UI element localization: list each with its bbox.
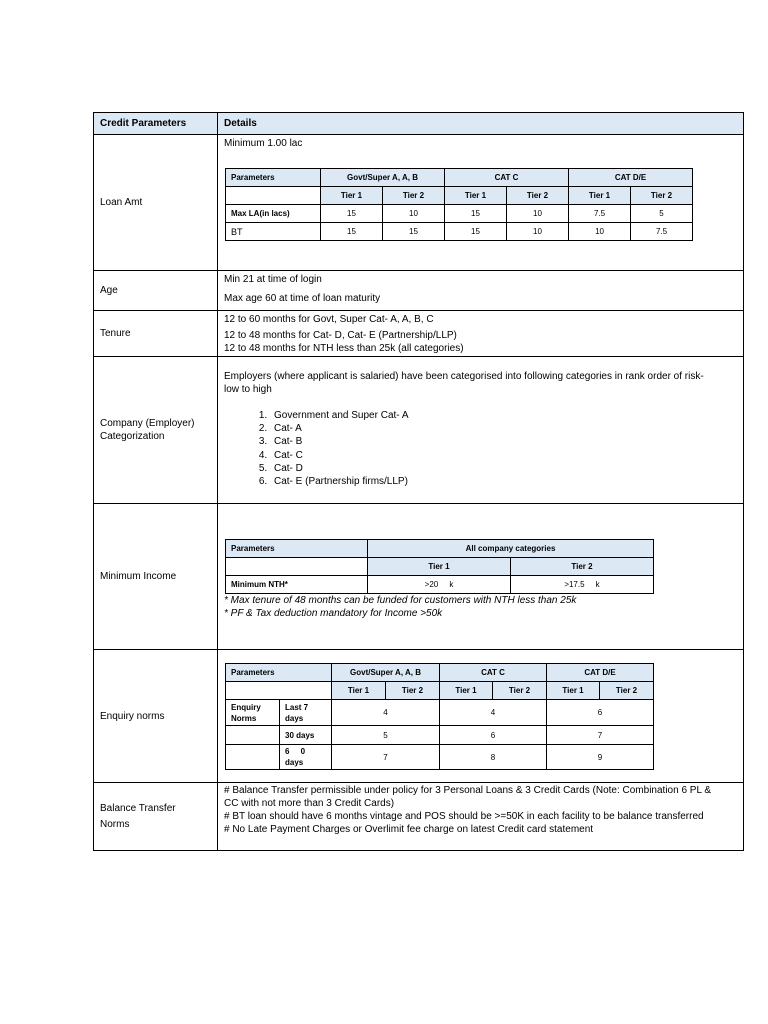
bt-line: # BT loan should have 6 months vintage and POS should be >=50K in each facility to be balance transferred (224, 811, 704, 822)
enquiry-group-header: Govt/Super A, A, B (332, 664, 440, 682)
enquiry-period-line: days (285, 758, 304, 767)
category-item: 1. Government and Super Cat- A (270, 409, 409, 422)
age-label: Age (94, 271, 218, 311)
enquiry-value: 7 (332, 745, 440, 770)
header-row (94, 113, 744, 135)
enquiry-tier-header: Tier 2 (600, 682, 654, 700)
enquiry-period (280, 700, 332, 726)
bt-line: CC with not more than 3 Credit Cards) (224, 798, 395, 809)
enquiry-norms-label (226, 700, 280, 726)
enquiry-norms-label-line: Enquiry (231, 702, 261, 712)
row-age (94, 271, 744, 311)
blank-cell (226, 558, 368, 576)
loan-tier-header: Tier 1 (569, 187, 631, 205)
loan-value: 10 (383, 205, 445, 223)
row-minimum-income (94, 504, 744, 650)
enquiry-label: Enquiry norms (94, 650, 218, 783)
enquiry-group-header: CAT C (440, 664, 547, 682)
enquiry-tier-header: Tier 1 (547, 682, 600, 700)
income-row-label: Minimum NTH* (226, 576, 368, 594)
enquiry-tier-header: Tier 2 (386, 682, 440, 700)
credit-parameters-table (93, 112, 744, 851)
bt-label (94, 783, 218, 851)
loan-value: 15 (321, 223, 383, 241)
loan-value: 10 (507, 223, 569, 241)
enquiry-group-header: CAT D/E (547, 664, 654, 682)
income-tier-header: Tier 1 (368, 558, 511, 576)
loan-value: 15 (321, 205, 383, 223)
tenure-label: Tenure (94, 311, 218, 357)
loan-amt-table (225, 168, 693, 241)
row-loan-amt (94, 135, 744, 271)
category-item: 3. Cat- B (270, 435, 409, 448)
income-param-header: Parameters (226, 540, 368, 558)
enquiry-value: 8 (440, 745, 547, 770)
loan-tier-header: Tier 2 (631, 187, 693, 205)
category-item: 4. Cat- C (270, 449, 409, 462)
min-income-label: Minimum Income (94, 504, 218, 650)
loan-value: 10 (507, 205, 569, 223)
row-company-categorization (94, 357, 744, 504)
company-intro: Employers (where applicant is salaried) have been categorised into following categories in rank order of risk- (224, 371, 704, 382)
enquiry-value: 6 (440, 726, 547, 745)
age-details (218, 271, 744, 311)
enquiry-period (280, 745, 332, 770)
company-label (94, 357, 218, 504)
enquiry-value: 9 (547, 745, 654, 770)
loan-row-label: Max LA(in lacs) (226, 205, 321, 223)
tenure-line: 12 to 48 months for Cat- D, Cat- E (Partnership/LLP) (224, 330, 457, 341)
blank-cell (226, 745, 280, 770)
company-intro: low to high (224, 384, 272, 395)
min-income-table (225, 539, 654, 594)
income-note: * Max tenure of 48 months can be funded for customers with NTH less than 25k (224, 595, 577, 606)
loan-value: 15 (445, 223, 507, 241)
loan-tier-header: Tier 2 (507, 187, 569, 205)
enquiry-tier-header: Tier 1 (332, 682, 386, 700)
loan-value: 7.5 (631, 223, 693, 241)
bt-details (218, 783, 744, 851)
loan-value: 10 (569, 223, 631, 241)
enquiry-norms-label-line: Norms (231, 713, 257, 723)
income-note: * PF & Tax deduction mandatory for Income >50k (224, 608, 443, 619)
income-tier-header: Tier 2 (511, 558, 654, 576)
tenure-line: 12 to 48 months for NTH less than 25k (all categories) (224, 343, 464, 354)
bt-label-line: Balance Transfer (100, 803, 176, 814)
enquiry-table (225, 663, 654, 770)
enquiry-value: 5 (332, 726, 440, 745)
bt-line: # No Late Payment Charges or Overlimit fee charge on latest Credit card statement (224, 824, 594, 835)
loan-amt-minimum: Minimum 1.00 lac (224, 138, 303, 149)
blank-cell (226, 187, 321, 205)
enquiry-value: 7 (547, 726, 654, 745)
income-value: >17.5 k (511, 576, 654, 594)
enquiry-period-line: Last 7 (285, 702, 309, 712)
income-group-header: All company categories (368, 540, 654, 558)
enquiry-value: 4 (440, 700, 547, 726)
bt-line: # Balance Transfer permissible under policy for 3 Personal Loans & 3 Credit Cards (Note: Combination 6 PL & (224, 785, 712, 796)
row-balance-transfer (94, 783, 744, 851)
header-credit-parameters: Credit Parameters (94, 113, 218, 135)
enquiry-param-header: Parameters (226, 664, 332, 682)
enquiry-period-line: 30 days (285, 730, 315, 740)
min-income-details (218, 504, 744, 650)
enquiry-period (280, 726, 332, 745)
age-line: Max age 60 at time of loan maturity (224, 293, 381, 304)
age-line: Min 21 at time of login (224, 274, 322, 285)
loan-tier-header: Tier 1 (445, 187, 507, 205)
loan-value: 7.5 (569, 205, 631, 223)
loan-value: 15 (383, 223, 445, 241)
bt-label-line: Norms (100, 819, 130, 830)
tenure-line: 12 to 60 months for Govt, Super Cat- A, A, B, C (224, 314, 434, 325)
enquiry-value: 4 (332, 700, 440, 726)
loan-value: 5 (631, 205, 693, 223)
enquiry-period-line: 6 0 (285, 747, 306, 756)
loan-tier-header: Tier 1 (321, 187, 383, 205)
loan-param-header: Parameters (226, 169, 321, 187)
loan-amt-details (218, 135, 744, 271)
category-item: 2. Cat- A (270, 422, 409, 435)
company-label-line: Categorization (100, 431, 165, 442)
enquiry-tier-header: Tier 2 (493, 682, 547, 700)
blank-cell (226, 726, 280, 745)
income-value: >20 k (368, 576, 511, 594)
blank-cell (226, 682, 332, 700)
loan-amt-label: Loan Amt (94, 135, 218, 271)
enquiry-value: 6 (547, 700, 654, 726)
enquiry-details (218, 650, 744, 783)
company-details (218, 357, 744, 504)
enquiry-period-line: days (285, 713, 304, 723)
category-list (224, 409, 409, 488)
category-item: 6. Cat- E (Partnership firms/LLP) (270, 475, 409, 488)
enquiry-tier-header: Tier 1 (440, 682, 493, 700)
loan-row-label: BT (226, 223, 321, 241)
loan-value: 15 (445, 205, 507, 223)
loan-group-header: CAT C (445, 169, 569, 187)
header-details: Details (218, 113, 744, 135)
loan-group-header: Govt/Super A, A, B (321, 169, 445, 187)
category-item: 5. Cat- D (270, 462, 409, 475)
loan-tier-header: Tier 2 (383, 187, 445, 205)
row-enquiry-norms (94, 650, 744, 783)
tenure-details (218, 311, 744, 357)
company-label-line: Company (Employer) (100, 418, 195, 429)
row-tenure (94, 311, 744, 357)
loan-group-header: CAT D/E (569, 169, 693, 187)
